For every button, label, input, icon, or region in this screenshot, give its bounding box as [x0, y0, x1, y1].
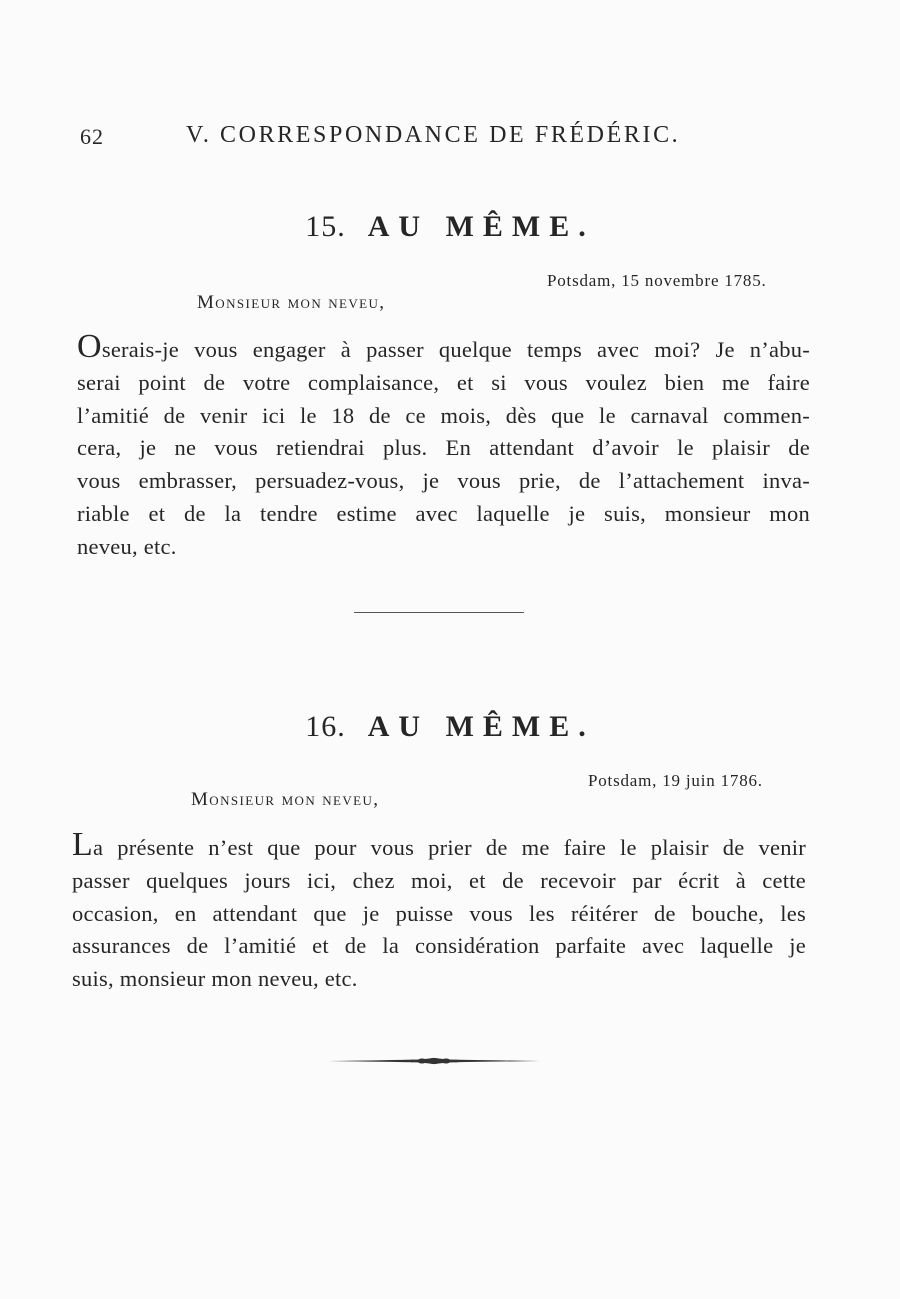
letter-16-salutation: Monsieur mon neveu,	[191, 789, 380, 810]
tailpiece-ornament-icon	[328, 1053, 540, 1069]
running-title: V. CORRESPONDANCE DE FRÉDÉRIC.	[186, 122, 681, 148]
body-line: cera, je ne vous retiendrai plus. En attendant d’avoir le plaisir de	[77, 435, 810, 461]
body-line: riable et de la tendre estime avec laquelle je suis, monsieur mon	[77, 500, 810, 526]
letter-16-dateline: Potsdam, 19 juin 1786.	[588, 771, 763, 790]
letter-number: 15.	[305, 210, 346, 243]
body-line: serai point de votre complaisance, et si vous voulez bien me faire	[77, 369, 810, 395]
body-line: assurances de l’amitié et de la considération parfaite avec laquelle je	[72, 933, 806, 959]
body-line: suis, monsieur mon neveu, etc.	[72, 966, 358, 992]
body-line: La présente n’est que pour vous prier de me faire le plaisir de venir	[72, 826, 806, 863]
letter-15-dateline: Potsdam, 15 novembre 1785.	[547, 271, 767, 290]
letter-16-body	[72, 828, 806, 996]
letter-16-title	[0, 710, 900, 744]
letter-15-salutation: Monsieur mon neveu,	[197, 292, 386, 313]
body-line: Oserais-je vous engager à passer quelque temps avec moi? Je n’abu-	[77, 328, 810, 365]
body-line: occasion, en attendant que je puisse vous les réitérer de bouche, les	[72, 900, 806, 926]
body-line: neveu, etc.	[77, 533, 177, 559]
body-line: passer quelques jours ici, chez moi, et de recevoir par écrit à cette	[72, 867, 806, 893]
letter-heading: AU MÊME.	[367, 210, 595, 243]
letter-15-title	[0, 210, 900, 244]
body-line: l’amitié de venir ici le 18 de ce mois, dès que le carnaval commen-	[77, 402, 810, 428]
section-divider-rule	[354, 612, 524, 613]
drop-cap: L	[72, 826, 94, 863]
letter-15-body	[77, 330, 810, 564]
body-line: vous embrasser, persuadez-vous, je vous prie, de l’attachement inva-	[77, 468, 810, 494]
letter-number: 16.	[305, 710, 346, 743]
page-number: 62	[80, 124, 104, 149]
letter-heading: AU MÊME.	[367, 710, 595, 743]
drop-cap: O	[77, 328, 102, 365]
